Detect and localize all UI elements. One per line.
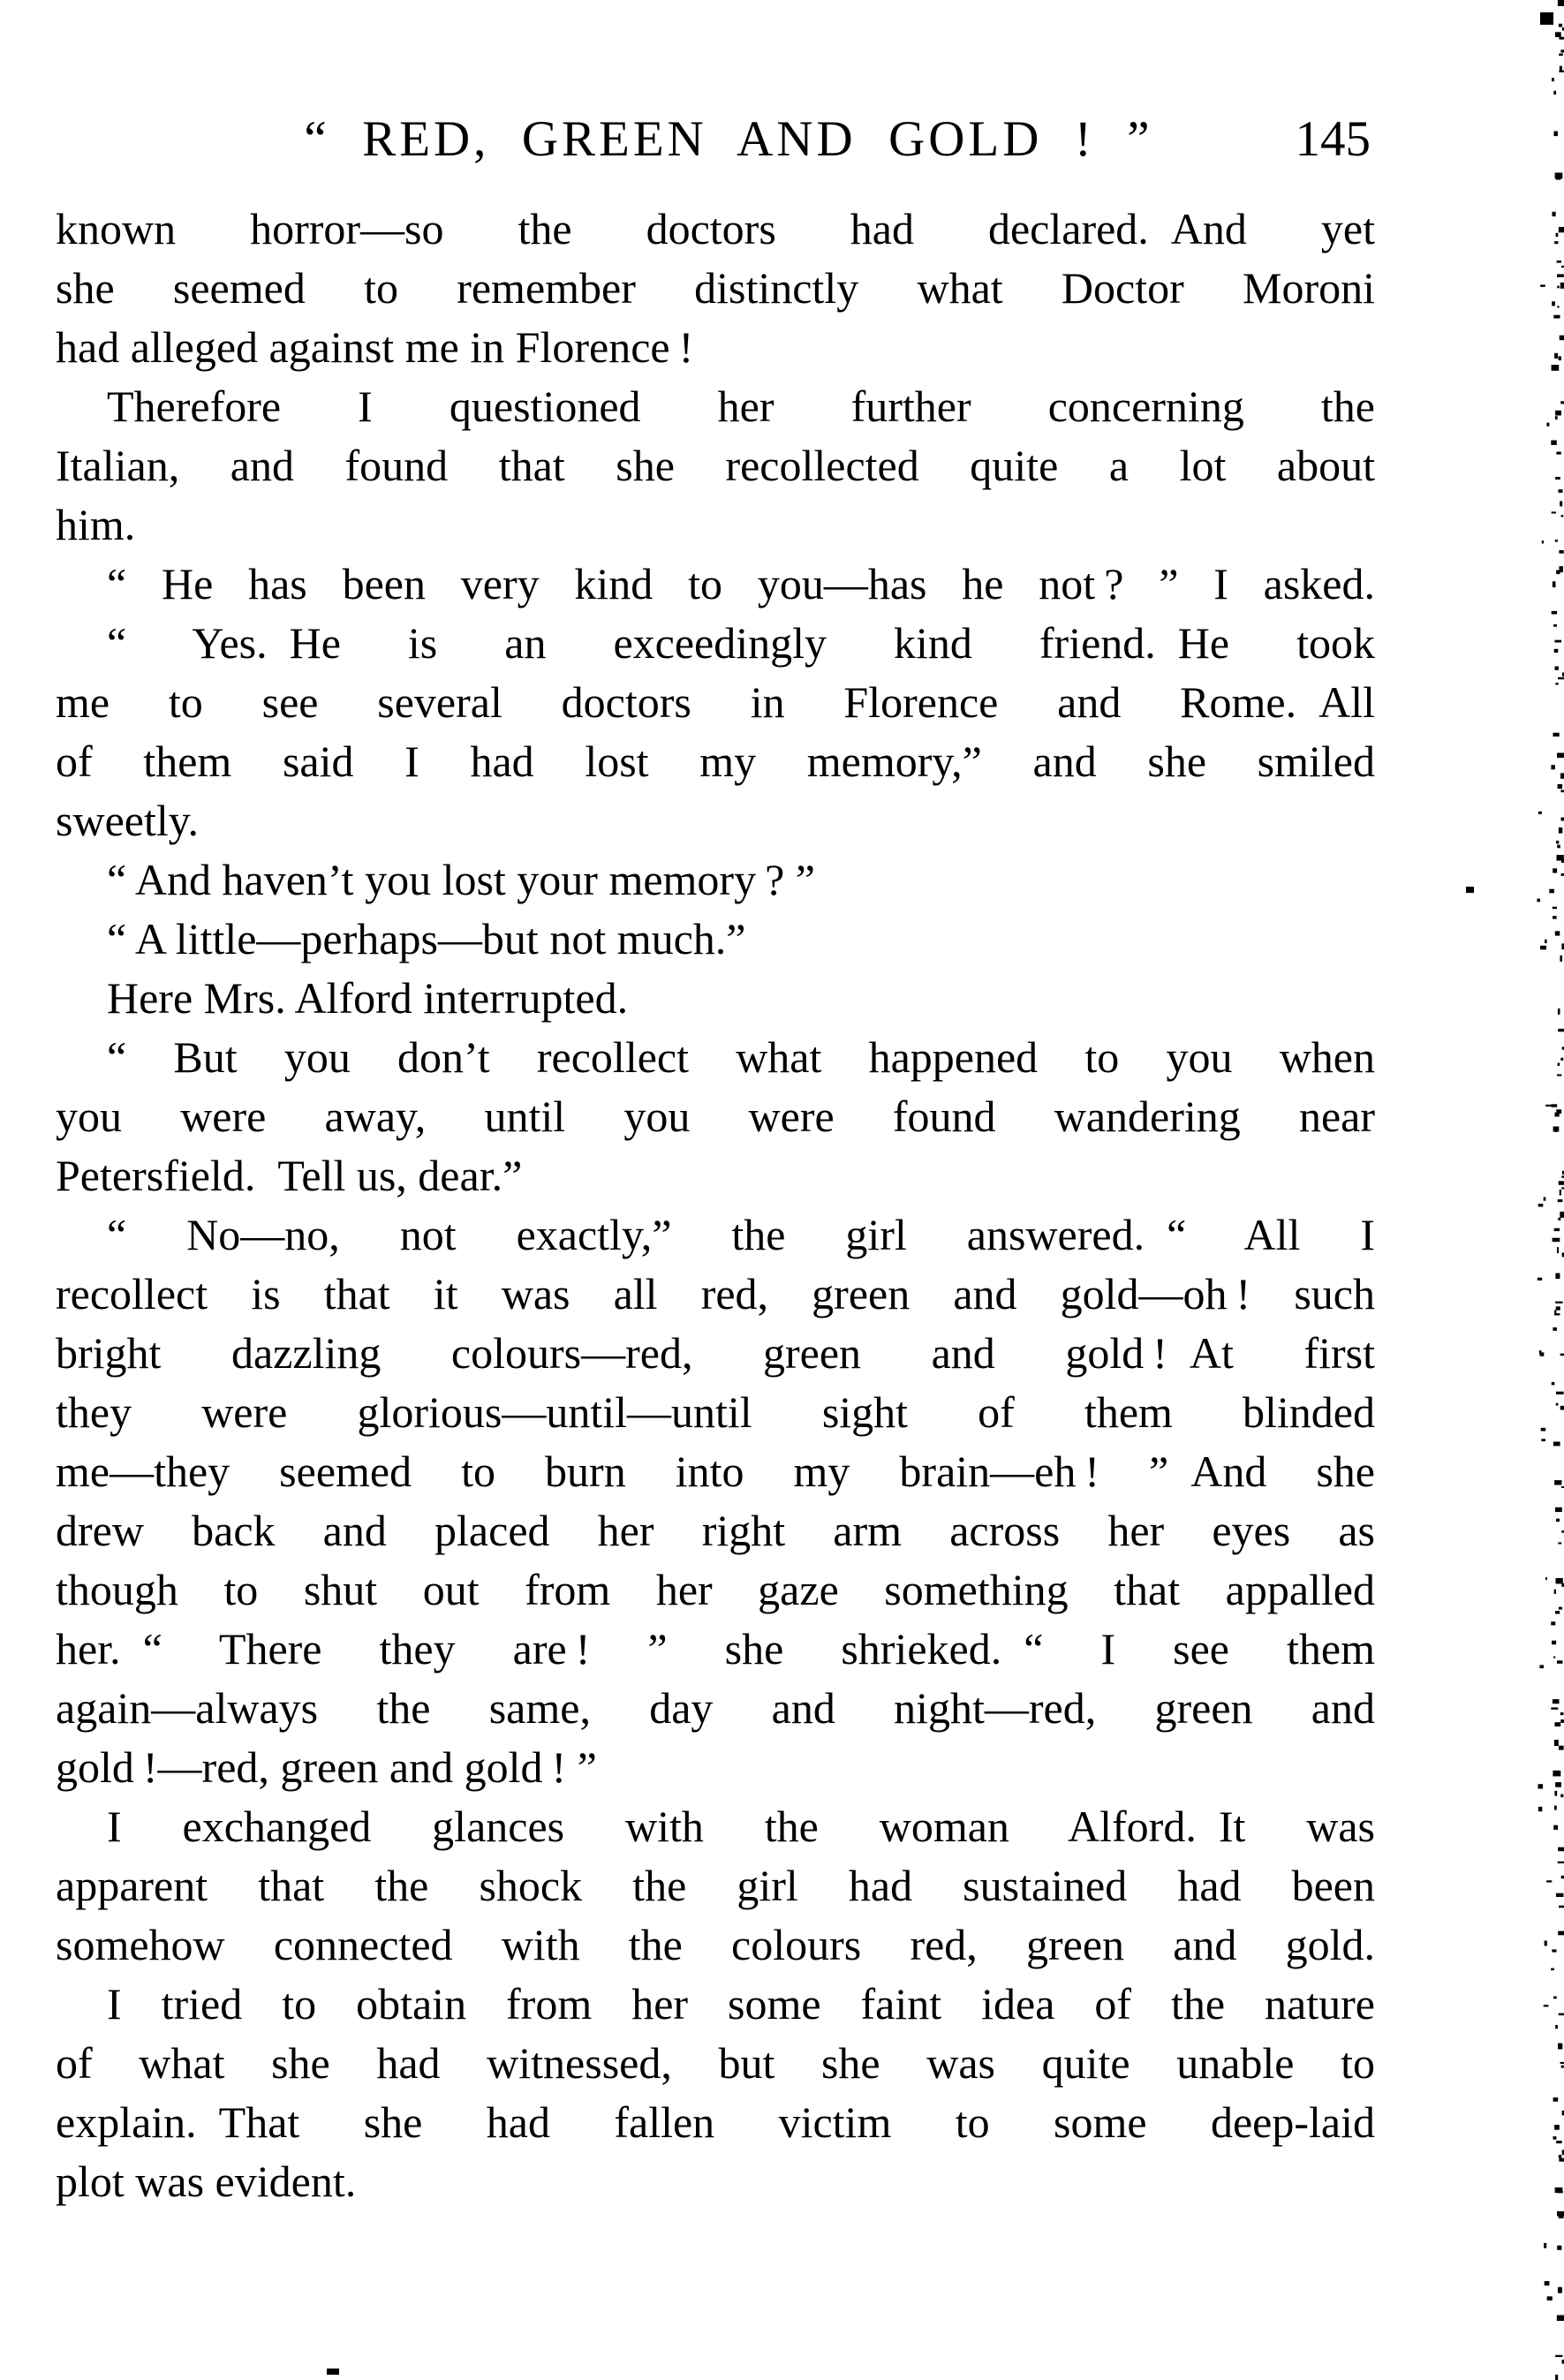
text-line: recollect is that it was all red, green and gold—oh ! such <box>56 1269 1375 1318</box>
text-line: “ And haven’t you lost your memory ? ” <box>107 855 815 904</box>
text-line: plot was evident. <box>56 2157 357 2206</box>
text-line: apparent that the shock the girl had sustained had been <box>56 1861 1375 1910</box>
text-line: of them said I had lost my memory,” and she smiled <box>56 737 1375 786</box>
text-line: though to shut out from her gaze something that appalled <box>56 1565 1375 1614</box>
text-line: drew back and placed her right arm across her eyes as <box>56 1506 1375 1555</box>
text-line: “ But you don’t recollect what happened to you when <box>107 1032 1375 1082</box>
text-line: had alleged against me in Florence ! <box>56 322 694 372</box>
text-line: “ A little—perhaps—but not much.” <box>107 914 746 963</box>
text-line: Here Mrs. Alford interrupted. <box>107 973 629 1023</box>
chapter-running-title: “ RED, GREEN AND GOLD ! ” <box>304 111 1153 167</box>
text-line: I exchanged glances with the woman Alford. It was <box>107 1802 1375 1851</box>
text-line: known horror—so the doctors had declared. And yet <box>56 204 1375 253</box>
text-line: Italian, and found that she recollected quite a lot about <box>56 441 1375 490</box>
text-line: explain. That she had fallen victim to some deep-laid <box>56 2097 1375 2147</box>
text-line: “ He has been very kind to you—has he not ? ” I asked. <box>107 559 1375 608</box>
text-line: “ Yes. He is an exceedingly kind friend. He took <box>107 618 1375 668</box>
body-text-block <box>56 200 1375 2211</box>
text-line: gold !—red, green and gold ! ” <box>56 1742 597 1792</box>
text-line: bright dazzling colours—red, green and gold ! At first <box>56 1328 1375 1378</box>
text-line: Therefore I questioned her further concerning the <box>107 382 1375 431</box>
text-line: they were glorious—until—until sight of them blinded <box>56 1387 1375 1437</box>
text-line: again—always the same, day and night—red, green and <box>56 1683 1375 1733</box>
text-line: me to see several doctors in Florence and Rome. All <box>56 677 1375 727</box>
text-line: sweetly. <box>56 796 199 845</box>
text-line: me—they seemed to burn into my brain—eh ! ” And she <box>56 1447 1375 1496</box>
text-line: of what she had witnessed, but she was quite unable to <box>56 2038 1375 2088</box>
text-line: somehow connected with the colours red, green and gold. <box>56 1920 1375 1969</box>
text-line: Petersfield. Tell us, dear.” <box>56 1151 523 1200</box>
text-line: she seemed to remember distinctly what Doctor Moroni <box>56 263 1375 313</box>
text-line: you were away, until you were found wandering near <box>56 1092 1375 1141</box>
text-line: I tried to obtain from her some faint idea of the nature <box>107 1979 1375 2029</box>
text-line: her. “ There they are ! ” she shrieked. “ I see them <box>56 1624 1375 1674</box>
text-line: him. <box>56 500 136 549</box>
text-line: “ No—no, not exactly,” the girl answered. “ All I <box>107 1210 1375 1259</box>
running-header <box>0 111 1457 168</box>
page-number: 145 <box>1295 111 1371 167</box>
